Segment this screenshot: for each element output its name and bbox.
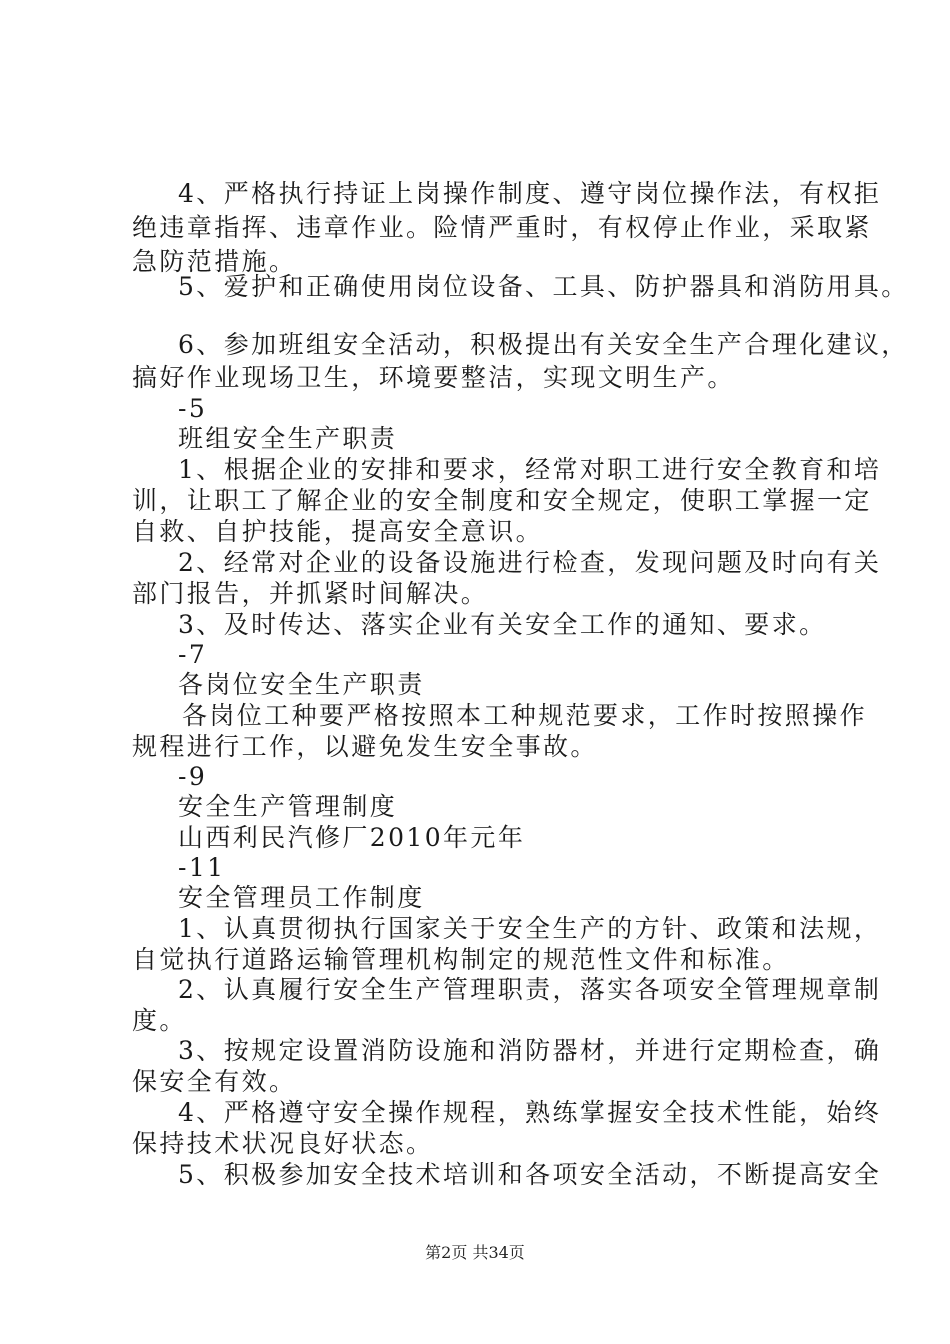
text-line: 1、认真贯彻执行国家关于安全生产的方针、政策和法规， — [178, 914, 882, 943]
text-line: 各岗位工种要严格按照本工种规范要求，工作时按照操作 — [182, 701, 868, 730]
text-line: 自觉执行道路运输管理机构制定的规范性文件和标准。 — [132, 945, 790, 974]
text-line: 6、参加班组安全活动，积极提出有关安全生产合理化建议， — [178, 330, 909, 359]
text-line: 保持技术状况良好状态。 — [132, 1129, 434, 1158]
section-heading: 安全生产管理制度 — [178, 792, 398, 821]
text-line: 3、及时传达、落实企业有关安全工作的通知、要求。 — [178, 610, 827, 639]
text-line: 4、严格执行持证上岗操作制度、遵守岗位操作法，有权拒 — [178, 179, 882, 208]
section-heading: 各岗位安全生产职责 — [178, 670, 425, 699]
text-line: 5、积极参加安全技术培训和各项安全活动，不断提高安全 — [178, 1160, 882, 1189]
section-heading: 班组安全生产职责 — [178, 424, 398, 453]
text-line: 山西利民汽修厂2010年元年 — [178, 823, 526, 852]
text-line: 规程进行工作，以避免发生安全事故。 — [132, 732, 598, 761]
text-line: 2、认真履行安全生产管理职责，落实各项安全管理规章制 — [178, 975, 882, 1004]
text-line: 急防范措施。 — [132, 247, 297, 276]
section-heading: 安全管理员工作制度 — [178, 883, 425, 912]
section-marker: -9 — [178, 762, 208, 791]
text-line: 部门报告，并抓紧时间解决。 — [132, 579, 489, 608]
text-line: 度。 — [132, 1006, 187, 1035]
section-marker: -11 — [178, 853, 226, 882]
section-marker: -7 — [178, 640, 208, 669]
section-marker: -5 — [178, 394, 208, 423]
page-number: 第2页 共34页 — [425, 1243, 525, 1262]
text-line: 绝违章指挥、违章作业。险情严重时，有权停止作业，采取紧 — [132, 213, 872, 242]
text-line: 搞好作业现场卫生，环境要整洁，实现文明生产。 — [132, 363, 735, 392]
text-line: 4、严格遵守安全操作规程，熟练掌握安全技术性能，始终 — [178, 1098, 882, 1127]
text-line: 3、按规定设置消防设施和消防器材，并进行定期检查，确 — [178, 1036, 882, 1065]
text-line: 训，让职工了解企业的安全制度和安全规定，使职工掌握一定 — [132, 486, 872, 515]
text-line: 2、经常对企业的设备设施进行检查，发现问题及时向有关 — [178, 548, 882, 577]
text-line: 1、根据企业的安排和要求，经常对职工进行安全教育和培 — [178, 455, 882, 484]
text-line: 保安全有效。 — [132, 1067, 297, 1096]
text-line: 5、爱护和正确使用岗位设备、工具、防护器具和消防用具。 — [178, 272, 909, 301]
text-line: 自救、自护技能，提高安全意识。 — [132, 517, 544, 546]
